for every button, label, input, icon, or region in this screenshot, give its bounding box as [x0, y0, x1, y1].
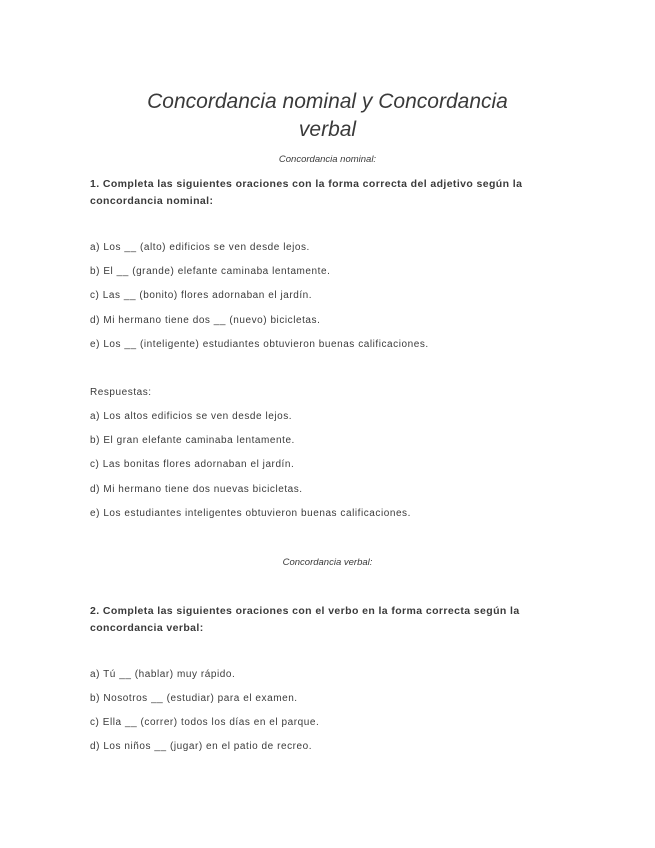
exercise-item: e) Los __ (inteligente) estudiantes obtuvieron buenas calificaciones. — [90, 339, 429, 350]
answer-item: b) El gran elefante caminaba lentamente. — [90, 435, 295, 446]
exercise-item: a) Los __ (alto) edificios se ven desde lejos. — [90, 242, 310, 253]
instruction-number: 1. — [90, 178, 100, 190]
answer-item: e) Los estudiantes inteligentes obtuvieron buenas calificaciones. — [90, 508, 411, 519]
exercise-item: b) El __ (grande) elefante caminaba lentamente. — [90, 266, 331, 277]
exercise-item: d) Mi hermano tiene dos __ (nuevo) bicicletas. — [90, 315, 321, 326]
instruction-number: 2. — [90, 605, 100, 617]
document-title-line2: verbal — [298, 118, 357, 141]
instruction-text: Completa las siguientes oraciones con la forma correcta del adjetivo según la concordancia nominal: — [90, 178, 523, 207]
section-heading-verbal: Concordancia verbal: — [282, 557, 373, 568]
instruction-text: Completa las siguientes oraciones con el verbo en la forma correcta según la concordancia verbal: — [90, 605, 520, 634]
instruction-verbal — [90, 603, 560, 637]
exercise-item: c) Ella __ (correr) todos los días en el parque. — [90, 717, 320, 728]
exercise-item: b) Nosotros __ (estudiar) para el examen. — [90, 693, 298, 704]
answer-item: a) Los altos edificios se ven desde lejos. — [90, 411, 293, 422]
answer-item: d) Mi hermano tiene dos nuevas bicicletas. — [90, 484, 303, 495]
section-heading-nominal: Concordancia nominal: — [278, 154, 377, 165]
document-title-line1: Concordancia nominal y Concordancia — [147, 90, 508, 113]
instruction-nominal — [90, 176, 560, 210]
answers-label: Respuestas: — [90, 387, 152, 398]
exercise-item: d) Los niños __ (jugar) en el patio de recreo. — [90, 741, 313, 752]
exercise-item: a) Tú __ (hablar) muy rápido. — [90, 669, 236, 680]
answer-item: c) Las bonitas flores adornaban el jardín. — [90, 459, 295, 470]
exercise-item: c) Las __ (bonito) flores adornaban el jardín. — [90, 290, 313, 301]
